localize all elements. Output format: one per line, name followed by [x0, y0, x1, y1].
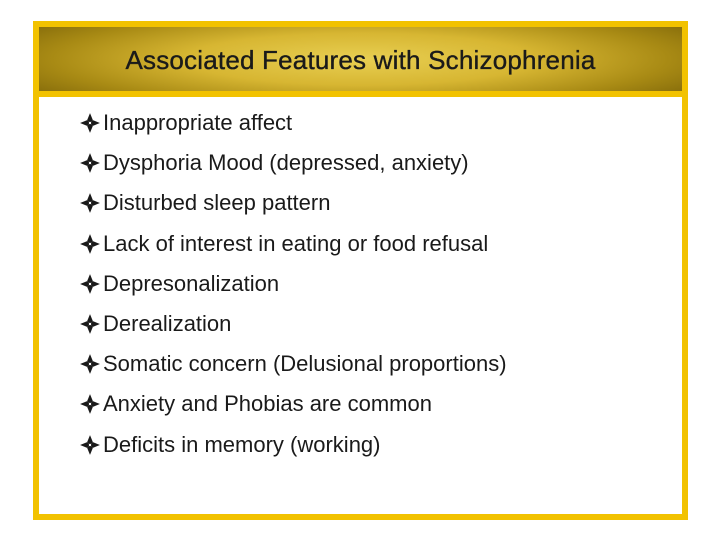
bullet-item: [79, 103, 507, 143]
content-frame: [33, 21, 688, 520]
bullet-text: Lack of interest in eating or food refusal: [103, 230, 489, 256]
four-petal-diamond-icon: [79, 152, 101, 174]
bullet-text: Derealization: [103, 311, 232, 337]
four-petal-diamond-icon: [79, 353, 101, 375]
bullet-item: [79, 264, 507, 304]
bullet-item: [79, 224, 507, 264]
title-bar: [39, 27, 682, 97]
bullet-item: [79, 384, 507, 424]
bullet-text: Somatic concern (Delusional proportions): [103, 351, 507, 377]
bullet-text: Dysphoria Mood (depressed, anxiety): [103, 150, 469, 176]
four-petal-diamond-icon: [79, 273, 101, 295]
bullet-text: Deficits in memory (working): [103, 431, 381, 457]
four-petal-diamond-icon: [79, 112, 101, 134]
bullet-list: [79, 103, 507, 465]
four-petal-diamond-icon: [79, 233, 101, 255]
four-petal-diamond-icon: [79, 313, 101, 335]
four-petal-diamond-icon: [79, 192, 101, 214]
bullet-text: Depresonalization: [103, 270, 280, 296]
bullet-item: [79, 143, 507, 183]
four-petal-diamond-icon: [79, 393, 101, 415]
four-petal-diamond-icon: [79, 434, 101, 456]
bullet-item: [79, 425, 507, 465]
bullet-item: [79, 344, 507, 384]
bullet-text: Disturbed sleep pattern: [103, 190, 331, 216]
bullet-text: Inappropriate affect: [103, 110, 293, 136]
bullet-item: [79, 304, 507, 344]
bullet-item: [79, 183, 507, 223]
bullet-text: Anxiety and Phobias are common: [103, 391, 432, 417]
slide-title: Associated Features with Schizophrenia: [125, 44, 596, 75]
